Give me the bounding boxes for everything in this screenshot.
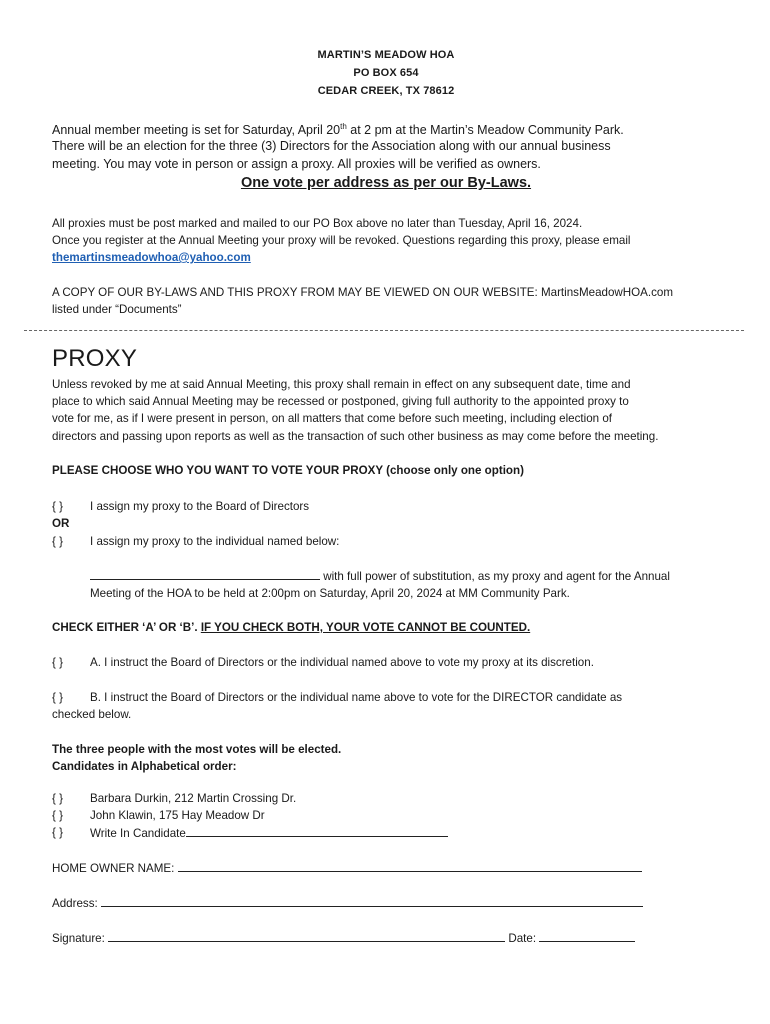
election-note: The three people with the most votes will be elected. <box>52 743 342 756</box>
option-a-label: A. I instruct the Board of Directors or the individual named above to vote my proxy at its discretion. <box>90 656 594 669</box>
homeowner-name-field[interactable] <box>178 859 642 872</box>
address-field[interactable] <box>101 894 643 907</box>
signature-label: Signature: <box>52 932 105 945</box>
option-board-checkbox[interactable]: { } <box>52 500 63 513</box>
hoa-name: MARTIN’S MEADOW HOA <box>317 49 455 61</box>
option-board-row <box>52 498 732 515</box>
bylaws-heading: One vote per address as per our By-Laws. <box>240 175 532 191</box>
option-individual-checkbox[interactable]: { } <box>52 535 63 548</box>
proxy-body-line-3: vote for me, as if I were present in person, on all matters that come before such meeting, including election of <box>52 412 613 425</box>
proxy-body-line-1: Unless revoked by me at said Annual Meeting, this proxy shall remain in effect on any subsequent date, time and <box>52 378 631 391</box>
email-link[interactable]: themartinsmeadowhoa@yahoo.com <box>52 251 251 264</box>
option-a-checkbox[interactable]: { } <box>52 656 63 669</box>
candidate-checkbox[interactable]: { } <box>52 792 63 805</box>
proxy-title: PROXY <box>52 345 138 372</box>
hoa-po-box: PO BOX 654 <box>353 67 419 79</box>
cut-line-divider <box>24 330 744 331</box>
write-in-field[interactable] <box>186 824 448 837</box>
check-heading <box>52 619 530 636</box>
candidate-checkbox[interactable]: { } <box>52 809 63 822</box>
option-a-row <box>52 654 732 671</box>
option-b-continuation: checked below. <box>52 708 132 721</box>
signature-field[interactable] <box>108 929 505 942</box>
candidate-row <box>52 824 732 841</box>
candidate-row <box>52 807 732 824</box>
choose-heading: PLEASE CHOOSE WHO YOU WANT TO VOTE YOUR PROXY (choose only one option) <box>52 464 524 477</box>
hoa-city: CEDAR CREEK, TX 78612 <box>317 85 455 97</box>
register-notice: Once you register at the Annual Meeting your proxy will be revoked. Questions regarding this proxy, please email <box>52 234 631 247</box>
intro-superscript: th <box>340 122 347 131</box>
intro-line-3: meeting. You may vote in person or assign a proxy. All proxies will be verified as owners. <box>52 157 541 171</box>
proxy-name-row <box>90 567 670 585</box>
address-label: Address: <box>52 897 98 910</box>
date-field[interactable] <box>539 929 635 942</box>
proxy-body-line-4: directors and passing upon reports as well as the transaction of such other business as may come before the meeting. <box>52 430 659 443</box>
homeowner-label: HOME OWNER NAME: <box>52 862 175 875</box>
intro-line-1-post: at 2 pm at the Martin’s Meadow Community Park. <box>346 123 624 138</box>
write-in-label: Write In Candidate <box>90 827 186 840</box>
documents-notice: listed under “Documents” <box>52 303 182 316</box>
candidate-label: Barbara Durkin, 212 Martin Crossing Dr. <box>90 792 297 805</box>
date-label: Date: <box>508 932 537 945</box>
proxy-body-line-2: place to which said Annual Meeting may be recessed or postponed, giving full authority to the appointed proxy to <box>52 395 629 408</box>
proxy-name-field[interactable] <box>90 567 320 580</box>
option-b-row <box>52 689 732 706</box>
intro-line-1-text: Annual member meeting is set for Saturday, April 20 <box>52 123 341 138</box>
intro-line-2: There will be an election for the three (3) Directors for the Association along with our annual business <box>52 139 611 153</box>
postmark-notice: All proxies must be post marked and mailed to our PO Box above no later than Tuesday, April 16, 2024. <box>52 217 583 230</box>
option-b-checkbox[interactable]: { } <box>52 691 63 704</box>
check-warning: IF YOU CHECK BOTH, YOUR VOTE CANNOT BE COUNTED. <box>200 621 531 634</box>
option-b-label: B. I instruct the Board of Directors or the individual name above to vote for the DIRECTOR candidate as <box>90 691 623 704</box>
homeowner-row <box>52 859 642 877</box>
option-board-label: I assign my proxy to the Board of Directors <box>90 500 310 513</box>
website-notice: A COPY OF OUR BY-LAWS AND THIS PROXY FROM MAY BE VIEWED ON OUR WEBSITE: MartinsMeadowHOA.com <box>52 286 674 299</box>
intro-line-1 <box>52 119 624 139</box>
option-individual-label: I assign my proxy to the individual named below: <box>90 535 340 548</box>
candidate-checkbox[interactable]: { } <box>52 826 63 839</box>
write-in-row <box>90 824 448 842</box>
address-row <box>52 894 643 912</box>
meeting-detail-line: Meeting of the HOA to be held at 2:00pm on Saturday, April 20, 2024 at MM Community Park. <box>90 587 570 600</box>
candidate-label: John Klawin, 175 Hay Meadow Dr <box>90 809 265 822</box>
option-individual-row <box>52 533 732 550</box>
candidate-row <box>52 790 732 807</box>
candidates-heading: Candidates in Alphabetical order: <box>52 760 237 773</box>
or-label: OR <box>52 517 70 530</box>
check-heading-text: CHECK EITHER ‘A’ OR ‘B’. <box>52 621 201 634</box>
substitution-text: with full power of substitution, as my proxy and agent for the Annual <box>320 570 670 583</box>
signature-row <box>52 929 635 947</box>
